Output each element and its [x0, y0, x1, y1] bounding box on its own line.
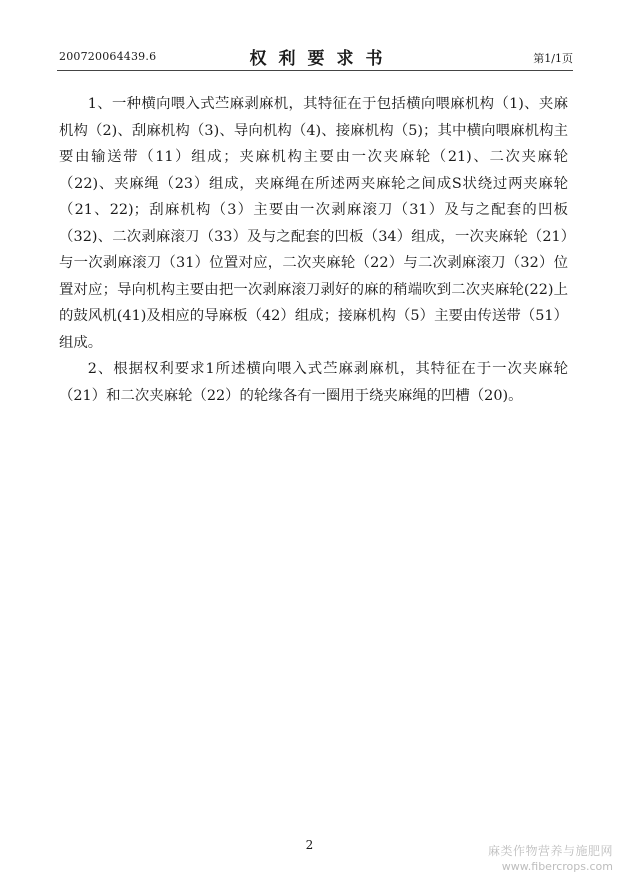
header-divider [57, 70, 573, 71]
claims-body [59, 91, 568, 409]
watermark-url: www.fibercrops.com [501, 860, 613, 873]
page-indicator: 第1/1页 [533, 52, 573, 65]
claim-2: 2、根据权利要求1所述横向喂入式苎麻剥麻机，其特征在于一次夹麻轮（21）和二次夹麻轮（22）的轮缘各有一圈用于绕夹麻绳的凹槽（20)。 [59, 361, 568, 404]
watermark-site-name: 麻类作物营养与施肥网 [487, 844, 613, 858]
claim-1: 1、一种横向喂入式苎麻剥麻机，其特征在于包括横向喂麻机构（1)、夹麻机构（2)、刮麻机构（3)、导向机构（4)、接麻机构（5)；其中横向喂麻机构主要由输送带（11）组成；夹麻机构主要由一次夹麻轮（21)、二次夹麻轮（22)、夹麻绳（23）组成，夹麻绳在所述两夹麻轮之间成S状绕过两夹麻轮（21、22)；刮麻机构（3）主要由一次剥麻滚刀（31）及与之配套的凹板（32)、二次剥麻滚刀（33）及与之配套的凹板（34）组成，一次夹麻轮（21）与一次剥麻滚刀（31）位置对应，二次夹麻轮（22）与二次剥麻滚刀（32）位置对应；导向机构主要由把一次剥麻滚刀剥好的麻的稍端吹到二次夹麻轮(22)上的鼓风机(41)及相应的导麻板（42）组成；接麻机构（5）主要由传送带（51）组成。 [59, 96, 568, 351]
document-header [59, 44, 573, 69]
page-number: 2 [305, 838, 314, 852]
site-watermark [488, 843, 613, 875]
application-number: 200720064439.6 [59, 50, 157, 63]
document-title: 权利要求书 [249, 49, 395, 69]
